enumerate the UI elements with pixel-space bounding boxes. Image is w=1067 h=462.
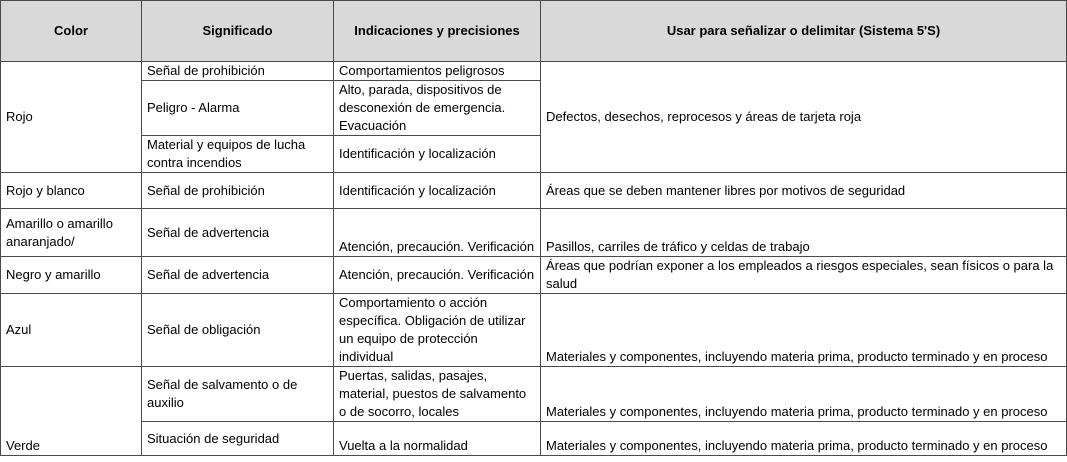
table-row bbox=[1, 209, 1067, 257]
usar-cell: Pasillos, carriles de tráfico y celdas de trabajo bbox=[541, 209, 1067, 257]
usar-cell: Áreas que podrían exponer a los empleados a riesgos especiales, sean físicos o para la salud bbox=[541, 257, 1067, 294]
header-color: Color bbox=[1, 1, 142, 62]
color-cell: Negro y amarillo bbox=[1, 257, 142, 294]
indicaciones-cell: Alto, parada, dispositivos de desconexión de emergencia. Evacuación bbox=[334, 81, 541, 136]
significado-cell: Señal de advertencia bbox=[142, 257, 334, 294]
significado-cell: Señal de prohibición bbox=[142, 173, 334, 209]
indicaciones-cell: Comportamientos peligrosos bbox=[334, 62, 541, 81]
table-row bbox=[1, 367, 1067, 422]
header-row bbox=[1, 1, 1067, 62]
usar-cell: Áreas que se deben mantener libres por motivos de seguridad bbox=[541, 173, 1067, 209]
table-row bbox=[1, 173, 1067, 209]
header-indicaciones: Indicaciones y precisiones bbox=[334, 1, 541, 62]
indicaciones-cell: Comportamiento o acción específica. Obligación de utilizar un equipo de protección individual bbox=[334, 294, 541, 367]
color-cell: Verde bbox=[1, 367, 142, 456]
indicaciones-cell: Atención, precaución. Verificación bbox=[334, 257, 541, 294]
significado-cell: Material y equipos de lucha contra incendios bbox=[142, 136, 334, 173]
table-row bbox=[1, 62, 1067, 81]
usar-cell: Materiales y componentes, incluyendo materia prima, producto terminado y en proceso bbox=[541, 422, 1067, 456]
usar-cell: Materiales y componentes, incluyendo materia prima, producto terminado y en proceso bbox=[541, 367, 1067, 422]
header-significado: Significado bbox=[142, 1, 334, 62]
significado-cell: Señal de salvamento o de auxilio bbox=[142, 367, 334, 422]
indicaciones-cell: Identificación y localización bbox=[334, 136, 541, 173]
significado-cell: Peligro - Alarma bbox=[142, 81, 334, 136]
color-cell: Rojo bbox=[1, 62, 142, 173]
usar-cell: Materiales y componentes, incluyendo materia prima, producto terminado y en proceso bbox=[541, 294, 1067, 367]
color-cell: Azul bbox=[1, 294, 142, 367]
color-cell: Rojo y blanco bbox=[1, 173, 142, 209]
indicaciones-cell: Vuelta a la normalidad bbox=[334, 422, 541, 456]
color-cell: Amarillo o amarillo anaranjado/ bbox=[1, 209, 142, 257]
indicaciones-cell: Puertas, salidas, pasajes, material, puestos de salvamento o de socorro, locales bbox=[334, 367, 541, 422]
significado-cell: Señal de prohibición bbox=[142, 62, 334, 81]
usar-cell: Defectos, desechos, reprocesos y áreas de tarjeta roja bbox=[541, 62, 1067, 173]
indicaciones-cell: Identificación y localización bbox=[334, 173, 541, 209]
table-row bbox=[1, 257, 1067, 294]
table-row bbox=[1, 294, 1067, 367]
table-row bbox=[1, 422, 1067, 456]
indicaciones-cell: Atención, precaución. Verificación bbox=[334, 209, 541, 257]
significado-cell: Señal de advertencia bbox=[142, 209, 334, 257]
significado-cell: Señal de obligación bbox=[142, 294, 334, 367]
significado-cell: Situación de seguridad bbox=[142, 422, 334, 456]
header-usar: Usar para señalizar o delimitar (Sistema 5'S) bbox=[541, 1, 1067, 62]
